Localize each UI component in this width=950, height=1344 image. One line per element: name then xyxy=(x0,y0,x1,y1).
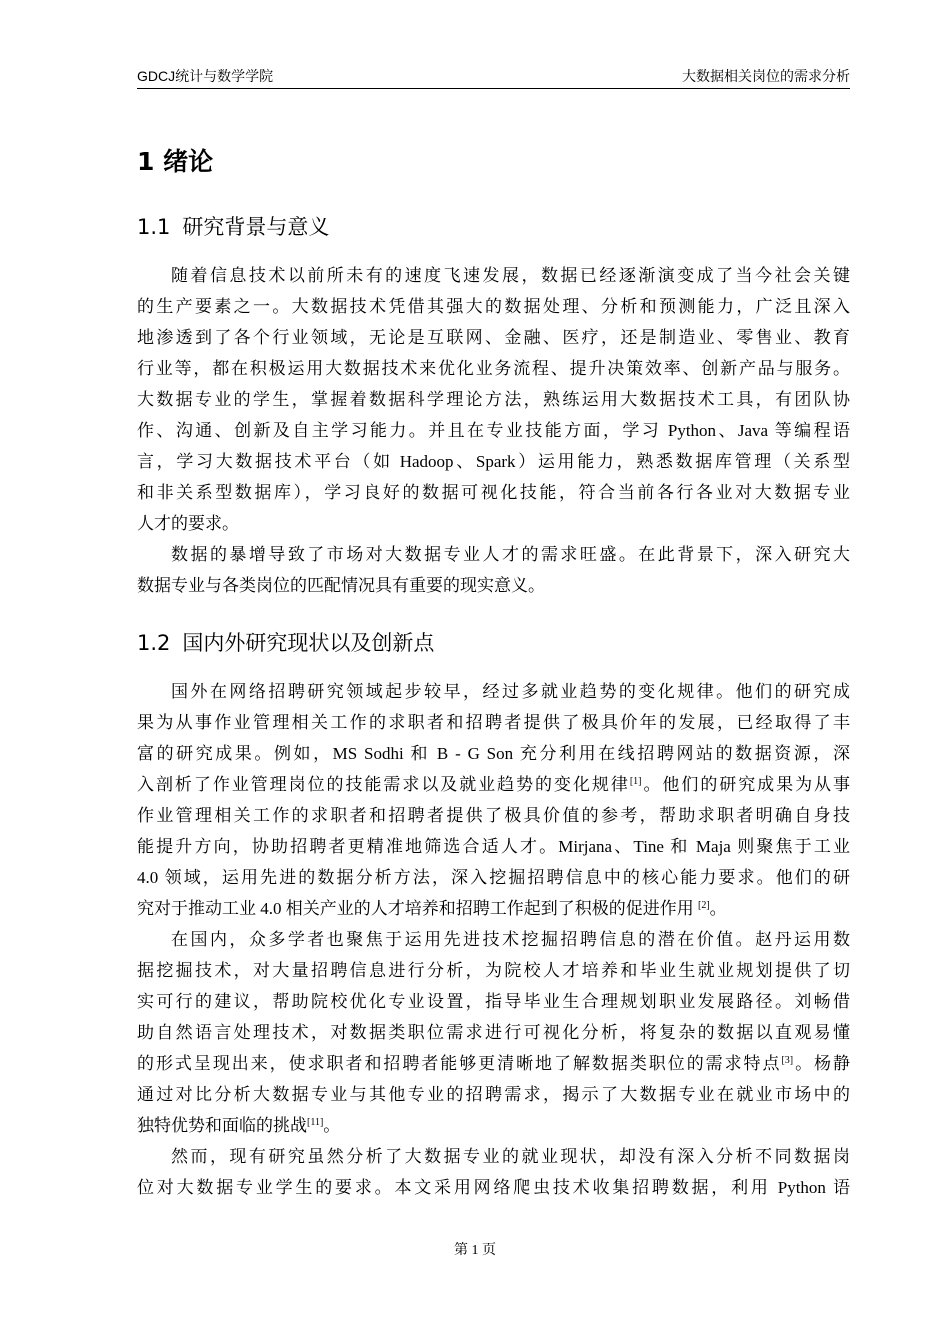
line-text: 。 xyxy=(709,899,727,918)
citation: [3] xyxy=(781,1055,794,1066)
text-line: 通过对比分析大数据专业与其他专业的招聘需求，揭示了大数据专业在就业市场中的 xyxy=(137,1085,850,1104)
text-line: 数据的暴增导致了市场对大数据专业人才的需求旺盛。在此背景下，深入研究大 xyxy=(171,545,850,564)
text-line: 国外在网络招聘研究领域起步较早，经过多就业趋势的变化规律。他们的研究成 xyxy=(171,682,850,701)
text-line: 人才的要求。 xyxy=(137,514,239,533)
section-title-1-2 xyxy=(137,628,434,658)
text-line xyxy=(137,893,850,924)
text-line xyxy=(137,769,850,800)
section-heading-text: 研究背景与意义 xyxy=(182,215,330,239)
line-text: 究对于推动工业 4.0 相关产业的人才培养和招聘工作起到了积极的促进作用 xyxy=(137,899,698,918)
section-title-1-1 xyxy=(137,212,329,242)
text-line: 助自然语言处理技术，对数据类职位需求进行可视化分析，将复杂的数据以直观易懂 xyxy=(137,1023,850,1042)
text-line: 在国内，众多学者也聚焦于运用先进技术挖掘招聘信息的潜在价值。赵丹运用数 xyxy=(171,930,850,949)
line-text: 。杨静 xyxy=(793,1054,851,1073)
text-line: 据挖掘技术，对大量招聘信息进行分析，为院校人才培养和毕业生就业规划提供了切 xyxy=(137,961,850,980)
paragraph xyxy=(137,539,850,601)
section-number: 1.1 xyxy=(137,215,171,239)
text-line: 随着信息技术以前所未有的速度飞速发展，数据已经逐渐演变成了当今社会关键 xyxy=(171,266,850,285)
text-line: 位对大数据专业学生的要求。本文采用网络爬虫技术收集招聘数据，利用 Python 语 xyxy=(137,1178,850,1197)
line-text: 的形式呈现出来，使求职者和招聘者能够更清晰地了解数据类职位的需求特点 xyxy=(137,1054,782,1073)
text-line: 作业管理相关工作的求职者和招聘者提供了极具价值的参考，帮助求职者明确自身技 xyxy=(137,806,850,825)
paragraph xyxy=(137,1141,850,1203)
text-line: 数据专业与各类岗位的匹配情况具有重要的现实意义。 xyxy=(137,576,545,595)
running-header xyxy=(137,66,850,89)
text-line: 4.0 领域，运用先进的数据分析方法，深入挖掘招聘信息中的核心能力要求。他们的研 xyxy=(137,868,850,887)
section-number: 1.2 xyxy=(137,631,171,655)
text-line: 和非关系型数据库），学习良好的数据可视化技能，符合当前各行各业对大数据专业 xyxy=(137,483,850,502)
text-line: 大数据专业的学生，掌握着数据科学理论方法，熟练运用大数据技术工具，有团队协 xyxy=(137,390,850,409)
chapter-title: 1 绪论 xyxy=(137,147,214,176)
section-1-1-body xyxy=(137,260,850,601)
text-line: 的生产要素之一。大数据技术凭借其强大的数据处理、分析和预测能力，广泛且深入 xyxy=(137,297,850,316)
text-line xyxy=(137,1048,850,1079)
paragraph xyxy=(137,676,850,924)
text-line: 富的研究成果。例如，MS Sodhi 和 B - G Son 充分利用在线招聘网站的数据资源，深 xyxy=(137,744,850,763)
citation: [11] xyxy=(307,1117,324,1128)
text-line: 果为从事作业管理相关工作的求职者和招聘者提供了极具价年的发展，已经取得了丰 xyxy=(137,713,850,732)
section-heading-text: 国内外研究现状以及创新点 xyxy=(182,631,435,655)
text-line: 地渗透到了各个行业领域，无论是互联网、金融、医疗，还是制造业、零售业、教育 xyxy=(137,328,850,347)
citation: [2] xyxy=(698,900,710,911)
line-text: 。他们的研究成果为从事 xyxy=(641,775,851,794)
text-line: 言，学习大数据技术平台（如 Hadoop、Spark）运用能力，熟悉数据库管理（关系型 xyxy=(137,452,850,471)
header-institution: GDCJ统计与数学学院 xyxy=(137,68,274,84)
text-line xyxy=(137,1110,850,1141)
text-line: 作、沟通、创新及自主学习能力。并且在专业技能方面，学习 Python、Java 等编程语 xyxy=(137,421,850,440)
text-line: 然而，现有研究虽然分析了大数据专业的就业现状，却没有深入分析不同数据岗 xyxy=(171,1147,850,1166)
line-text: 入剖析了作业管理岗位的技能需求以及就业趋势的变化规律 xyxy=(137,775,630,794)
text-line: 行业等，都在积极运用大数据技术来优化业务流程、提升决策效率、创新产品与服务。 xyxy=(137,359,850,378)
paragraph xyxy=(137,924,850,1141)
paragraph xyxy=(137,260,850,539)
citation: [1] xyxy=(629,776,642,787)
line-text: 独特优势和面临的挑战 xyxy=(137,1116,307,1135)
section-1-2-body xyxy=(137,676,850,1203)
text-line: 能提升方向，协助招聘者更精准地筛选合适人才。Mirjana、Tine 和 Maja 则聚焦于工业 xyxy=(137,837,850,856)
page-number: 第 1 页 xyxy=(454,1243,496,1258)
line-text: 。 xyxy=(323,1116,341,1135)
text-line: 实可行的建议，帮助院校优化专业设置，指导毕业生合理规划职业发展路径。刘畅借 xyxy=(137,992,850,1011)
header-thesis-title: 大数据相关岗位的需求分析 xyxy=(682,68,850,84)
